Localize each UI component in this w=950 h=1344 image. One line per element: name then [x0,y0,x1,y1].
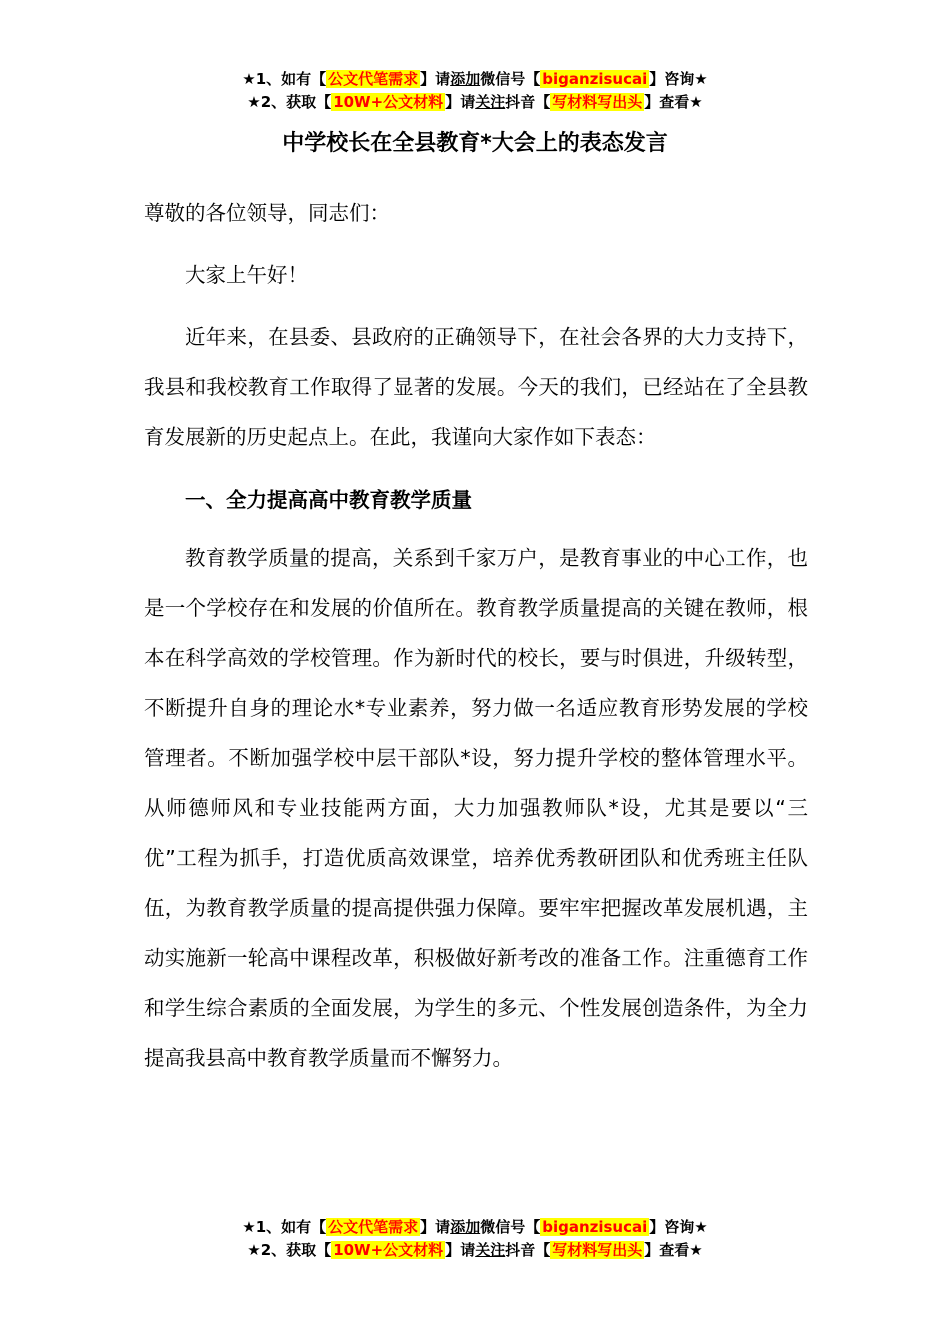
banner-highlight-materials: 10W+公文材料 [333,93,444,111]
banner-text: 抖音【 [505,1241,551,1259]
banner-text: 】请 [420,1218,451,1236]
bottom-banner [0,1216,950,1262]
banner-underline: 添加 [450,70,481,88]
banner-highlight-douyin: 写材料写出头 [552,93,643,111]
banner-highlight-douyin: 写材料写出头 [552,1241,643,1259]
banner-text: 】请 [445,93,476,111]
banner-underline: 关注 [475,93,506,111]
banner-highlight-service: 公文代笔需求 [328,70,419,88]
top-banner [0,68,950,114]
greeting: 大家上午好！ [185,263,308,287]
banner-text: ★1、如有【 [242,1218,327,1236]
document-title: 中学校长在全县教育*大会上的表态发言 [282,131,668,156]
banner-line-1 [0,1216,950,1239]
banner-text: ★2、获取【 [247,93,332,111]
document-body [144,188,808,1083]
banner-text: ★2、获取【 [247,1241,332,1259]
banner-highlight-wechat: biganzisucai [542,1218,648,1236]
banner-text: 】请 [420,70,451,88]
banner-text: 微信号【 [480,1218,541,1236]
banner-underline: 关注 [475,1241,506,1259]
banner-underline: 添加 [450,1218,481,1236]
banner-text: 】咨询★ [649,70,708,88]
banner-text: ★1、如有【 [242,70,327,88]
banner-highlight-service: 公文代笔需求 [328,1218,419,1236]
section-1-paragraph: 教育教学质量的提高，关系到千家万户，是教育事业的中心工作，也是一个学校存在和发展的价值所在。教育教学质量提高的关键在教师，根本在科学高效的学校管理。作为新时代的校长，要与时俱进，升级转型，不断提升自身的理论水*专业素养，努力做一名适应教育形势发展的学校管理者。不断加强学校中层干部队*设，努力提升学校的整体管理水平。从师德师风和专业技能两方面，大力加强教师队*设，尤其是要以“三优”工程为抓手，打造优质高效课堂，培养优秀教研团队和优秀班主任队伍，为教育教学质量的提高提供强力保障。要牢牢把握改革发展机遇，主动实施新一轮高中课程改革，积极做好新考改的准备工作。注重德育工作和学生综合素质的全面发展，为学生的多元、个性发展创造条件，为全力提高我县高中教育教学质量而不懈努力。 [144,546,808,1070]
intro-paragraph: 近年来，在县委、县政府的正确领导下，在社会各界的大力支持下，我县和我校教育工作取得了显著的发展。今天的我们，已经站在了全县教育发展新的历史起点上。在此，我谨向大家作如下表态： [144,325,808,449]
banner-highlight-materials: 10W+公文材料 [333,1241,444,1259]
banner-line-2 [0,91,950,114]
section-heading-1: 一、全力提高高中教育教学质量 [185,488,472,512]
banner-highlight-wechat: biganzisucai [542,70,648,88]
banner-text: 微信号【 [480,70,541,88]
banner-text: 抖音【 [505,93,551,111]
banner-text: 】查看★ [644,1241,703,1259]
banner-text: 】咨询★ [649,1218,708,1236]
banner-text: 】请 [445,1241,476,1259]
banner-line-1 [0,68,950,91]
banner-line-2 [0,1239,950,1262]
banner-text: 】查看★ [644,93,703,111]
salutation: 尊敬的各位领导，同志们： [144,201,390,225]
